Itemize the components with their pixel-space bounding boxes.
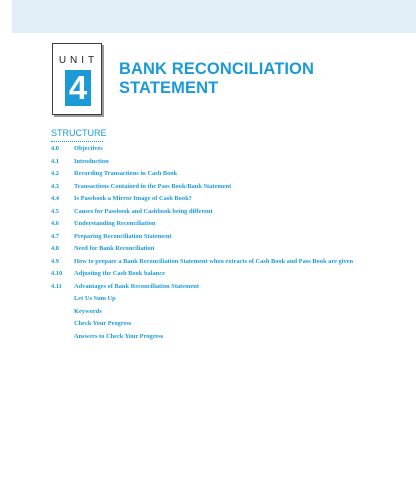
- toc-item[interactable]: [51, 270, 361, 278]
- toc-item-number: 4.8: [51, 245, 59, 252]
- toc-item-text: Answers to Check Your Progress: [74, 332, 164, 340]
- toc-item-text: Need for Bank Reconciliation: [74, 245, 155, 252]
- toc-item-number: 4.1: [51, 157, 59, 165]
- toc-item-text: How to prepare a Bank Reconciliation Statement when extracts of Cash Book and Pass Book are given: [74, 257, 354, 265]
- toc-item-text: Objectives: [74, 145, 103, 152]
- unit-number: 4: [65, 70, 91, 106]
- toc-item-text: Preparing Reconciliation Statement: [74, 232, 172, 240]
- structure-heading: STRUCTURE: [51, 128, 107, 138]
- unit-badge: [52, 43, 102, 115]
- toc-item-text: Advantages of Bank Reconciliation Statement: [74, 282, 199, 290]
- toc-item-number: 4.11: [51, 282, 62, 290]
- toc-item[interactable]: [51, 170, 361, 178]
- header-band: [12, 0, 416, 33]
- toc-item-text: Check Your Progress: [74, 320, 132, 327]
- chapter-title-line-2: STATEMENT: [119, 79, 219, 97]
- toc-item[interactable]: [51, 308, 361, 316]
- chapter-title-line-1: BANK RECONCILIATION: [119, 60, 315, 78]
- toc-item[interactable]: [51, 233, 361, 241]
- toc-item-text: Transactions Contained in the Pass Book/Bank Statement: [74, 182, 232, 190]
- chapter-title: [119, 60, 399, 98]
- toc-item[interactable]: [51, 158, 361, 166]
- toc-item-number: [51, 320, 74, 328]
- toc-item-text: Is Passbook a Mirror Image of Cash Book?: [74, 195, 192, 202]
- toc-item-text: Recording Transactions in Cash Book: [74, 170, 178, 177]
- unit-label: UNIT: [58, 55, 99, 66]
- toc-item[interactable]: [51, 333, 361, 341]
- toc-item-text: Let Us Sum Up: [74, 295, 116, 302]
- structure-underline: [51, 141, 103, 142]
- toc-item-number: 4.0: [51, 145, 59, 152]
- toc-item-text: Keywords: [74, 307, 102, 315]
- toc-item-number: 4.7: [51, 232, 59, 240]
- toc-item[interactable]: [51, 295, 361, 303]
- toc-item-number: 4.2: [51, 170, 59, 177]
- toc-item-number: [51, 308, 74, 316]
- toc-item-number: 4.3: [51, 182, 59, 190]
- toc-item[interactable]: [51, 145, 361, 153]
- toc-item-number: 4.6: [51, 220, 59, 227]
- toc-item-number: 4.10: [51, 270, 63, 277]
- toc-item[interactable]: [51, 245, 361, 253]
- toc-item-number: 4.4: [51, 195, 59, 202]
- structure-list: [51, 145, 361, 345]
- toc-item[interactable]: [51, 283, 361, 291]
- toc-item[interactable]: [51, 183, 361, 191]
- toc-item-text: Introduction: [74, 157, 109, 165]
- toc-item-number: 4.9: [51, 257, 59, 265]
- toc-item-text: Understanding Reconciliation: [74, 220, 156, 227]
- toc-item[interactable]: [51, 195, 361, 203]
- toc-item-number: [51, 295, 74, 303]
- toc-item[interactable]: [51, 320, 361, 328]
- toc-item[interactable]: [51, 258, 361, 266]
- toc-item[interactable]: [51, 220, 361, 228]
- toc-item-text: Causes for Passbook and Cashbook being different: [74, 207, 213, 215]
- toc-item-text: Adjusting the Cash Book balance: [74, 270, 165, 277]
- toc-item-number: [51, 333, 74, 341]
- toc-item-number: 4.5: [51, 207, 59, 215]
- toc-item[interactable]: [51, 208, 361, 216]
